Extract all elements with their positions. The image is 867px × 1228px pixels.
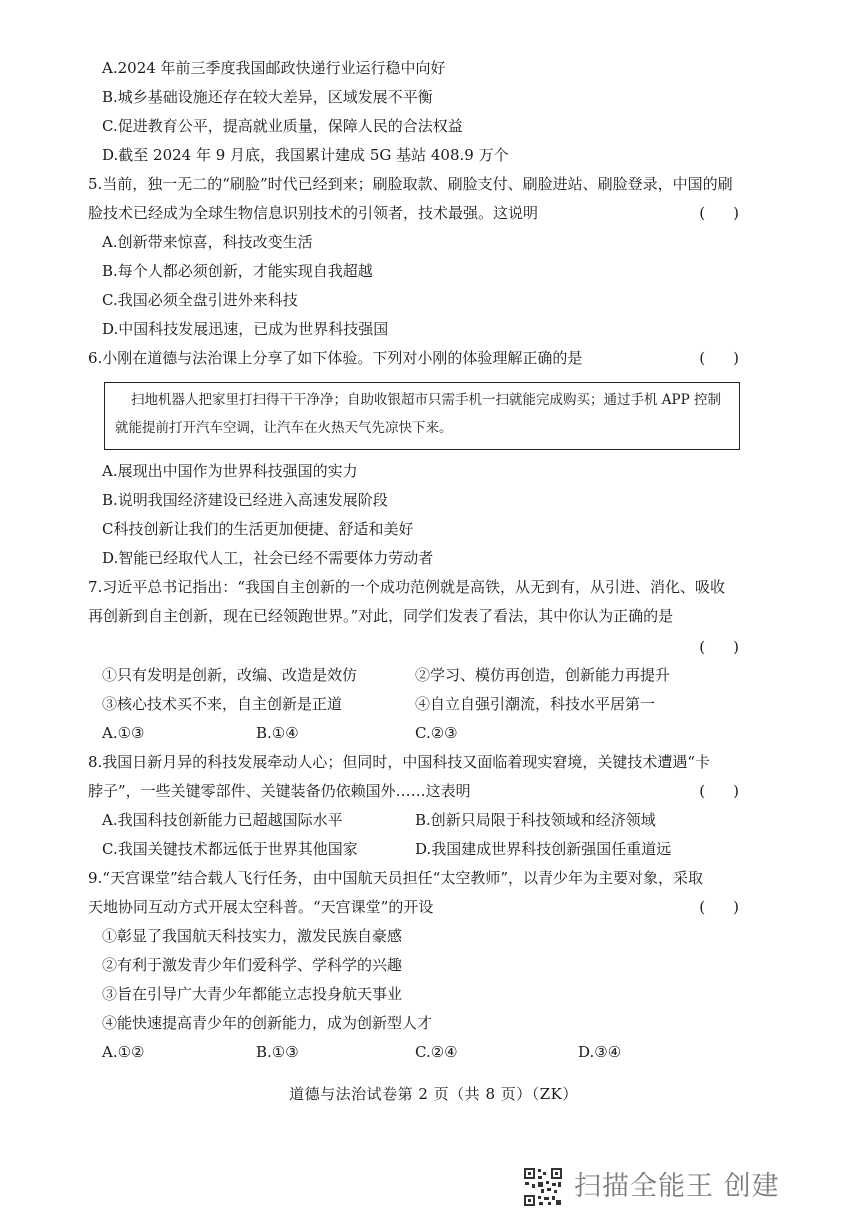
q9-choice-b: B.①③: [256, 1043, 299, 1061]
q6-option-a: A.展现出中国作为世界科技强国的实力: [102, 462, 358, 480]
q8-option-b: B.创新只局限于科技领域和经济领域: [415, 811, 656, 829]
q8-option-a: A.我国科技创新能力已超越国际水平: [102, 811, 343, 829]
q9-answer-paren: (): [699, 898, 767, 916]
q7-choice-a: A.①③: [102, 724, 145, 742]
q9-stem-line2: 天地协同互动方式开展太空科普。“天宫课堂”的开设: [88, 898, 434, 916]
q9-choice-c: C.②④: [415, 1043, 458, 1061]
q9-item-1: ①彰显了我国航天科技实力，激发民族自豪感: [102, 927, 403, 945]
q8-stem-line1: 8.我国日新月异的科技发展牵动人心；但同时，中国科技又面临着现实窘境，关键技术遭遇“卡: [88, 753, 710, 771]
q9-item-3: ③旨在引导广大青少年都能立志投身航天事业: [102, 985, 403, 1003]
q4-option-b: B.城乡基础设施还存在较大差异，区域发展不平衡: [102, 88, 433, 106]
q9-choice-a: A.①②: [102, 1043, 145, 1061]
q7-answer-paren: (): [699, 638, 767, 656]
q6-option-b: B.说明我国经济建设已经进入高速发展阶段: [102, 491, 388, 509]
page-footer: 道德与法治试卷第 2 页（共 8 页）（ZK）: [289, 1085, 578, 1103]
q5-option-d: D.中国科技发展迅速，已成为世界科技强国: [102, 320, 389, 338]
q8-answer-paren: (): [699, 782, 767, 800]
q4-option-c: C.促进教育公平，提高就业质量，保障人民的合法权益: [102, 117, 463, 135]
q7-item-2: ②学习、模仿再创造，创新能力再提升: [415, 666, 671, 684]
q8-stem-line2: 脖子”，一些关键零部件、关键装备仍依赖国外……这表明: [88, 782, 471, 800]
q6-material-line2: 就能提前打开汽车空调，让汽车在火热天气先凉快下来。: [115, 420, 453, 436]
q7-stem-line2: 再创新到自主创新，现在已经领跑世界。”对此，同学们发表了看法，其中你认为正确的是: [88, 607, 674, 625]
q6-option-d: D.智能已经取代人工，社会已经不需要体力劳动者: [102, 549, 434, 567]
q5-option-a: A.创新带来惊喜，科技改变生活: [102, 233, 313, 251]
scanner-watermark: 扫描全能王 创建: [574, 1171, 780, 1202]
q9-item-2: ②有利于激发青少年们爱科学、学科学的兴趣: [102, 956, 403, 974]
q5-option-c: C.我国必须全盘引进外来科技: [102, 291, 298, 309]
q6-answer-paren: (): [699, 349, 767, 367]
q7-choice-c: C.②③: [415, 724, 458, 742]
q9-stem-line1: 9.“天宫课堂”结合载人飞行任务，由中国航天员担任“太空教师”，以青少年为主要对象，采取: [88, 869, 703, 887]
qr-code-icon: [523, 1167, 563, 1207]
q4-option-d: D.截至 2024 年 9 月底，我国累计建成 5G 基站 408.9 万个: [102, 146, 509, 164]
q9-choice-d: D.③④: [578, 1043, 622, 1061]
q5-option-b: B.每个人都必须创新，才能实现自我超越: [102, 262, 373, 280]
q6-option-c: C科技创新让我们的生活更加便捷、舒适和美好: [102, 520, 414, 538]
q5-stem-line2: 脸技术已经成为全球生物信息识别技术的引领者，技术最强。这说明: [88, 204, 539, 222]
q6-material-box: [104, 382, 740, 450]
q5-answer-paren: (): [699, 204, 767, 222]
q9-item-4: ④能快速提高青少年的创新能力，成为创新型人才: [102, 1014, 433, 1032]
q7-stem-line1: 7.习近平总书记指出：“我国自主创新的一个成功范例就是高铁，从无到有，从引进、消化、吸收: [88, 578, 725, 596]
q8-option-c: C.我国关键技术都远低于世界其他国家: [102, 840, 358, 858]
q7-item-1: ①只有发明是创新，改编、改造是效仿: [102, 666, 358, 684]
q7-choice-b: B.①④: [256, 724, 299, 742]
q6-stem: 6.小刚在道德与法治课上分享了如下体验。下列对小刚的体验理解正确的是: [88, 349, 583, 367]
q8-option-d: D.我国建成世界科技创新强国任重道远: [415, 840, 672, 858]
q4-option-a: A.2024 年前三季度我国邮政快递行业运行稳中向好: [102, 59, 446, 77]
q7-item-3: ③核心技术买不来，自主创新是正道: [102, 695, 343, 713]
q5-stem-line1: 5.当前，独一无二的“刷脸”时代已经到来；刷脸取款、刷脸支付、刷脸进站、刷脸登录，中国的刷: [88, 175, 733, 193]
q6-material-line1: 扫地机器人把家里打扫得干干净净；自助收银超市只需手机一扫就能完成购买；通过手机 APP 控制: [131, 392, 721, 408]
q7-item-4: ④自立自强引潮流，科技水平居第一: [415, 695, 656, 713]
